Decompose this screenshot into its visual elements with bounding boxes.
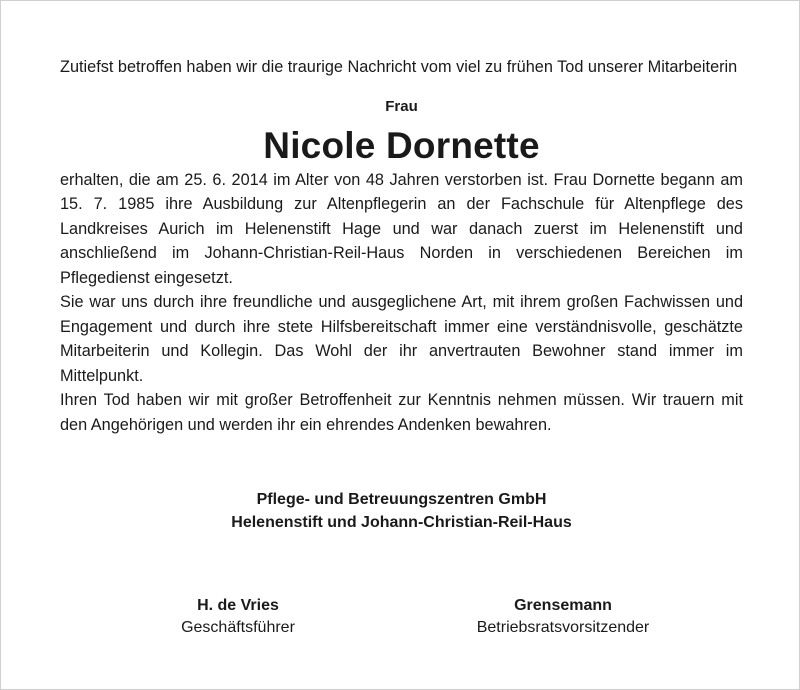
- signer-name: H. de Vries: [197, 597, 279, 614]
- organization-name: Pflege- und Betreuungszentren GmbH: [256, 491, 547, 508]
- signature-block: [1, 595, 800, 645]
- signer-role: Betriebsratsvorsitzender: [476, 619, 650, 636]
- paragraph-career: erhalten, die am 25. 6. 2014 im Alter von 48 Jahren verstorben ist. Frau Dornette begann am 15. 7. 1985 ihre Ausbildung zur Altenpflegerin an der Fachschule für Altenpflege des Landkreises Aurich im Helenenstift Hage und war danach zuerst im Helenenstift und anschließend im Johann-Christian-Reil-Haus Norden in verschiedenen Bereichen im Pflegedienst eingesetzt.: [60, 170, 743, 287]
- paragraph-character: Sie war uns durch ihre freundliche und ausgeglichene Art, mit ihrem großen Fachwissen und Engagement und durch ihre stete Hilfsbereitschaft immer eine verständnisvolle, geschätzte Mitarbeiterin und Kollegin. Das Wohl der ihr anvertrauten Bewohner stand immer im Mittelpunkt.: [60, 293, 743, 385]
- signer-managing-director: [138, 595, 338, 639]
- salutation: Frau: [385, 97, 418, 115]
- organization-facilities: Helenenstift und Johann-Christian-Reil-Haus: [231, 513, 572, 531]
- intro-text: Zutiefst betroffen haben wir die traurige Nachricht vom viel zu frühen Tod unserer Mitarbeiterin: [60, 58, 738, 76]
- deceased-name: Nicole Dornette: [263, 124, 540, 166]
- notice-body: [60, 55, 743, 534]
- signer-role: Geschäftsführer: [181, 619, 295, 636]
- signer-works-council-chair: [463, 595, 663, 639]
- signer-name: Grensemann: [514, 597, 612, 614]
- paragraph-condolence: Ihren Tod haben wir mit großer Betroffenheit zur Kenntnis nehmen müssen. Wir trauern mit den Angehörigen und werden ihr ein ehrendes Andenken bewahren.: [60, 391, 743, 434]
